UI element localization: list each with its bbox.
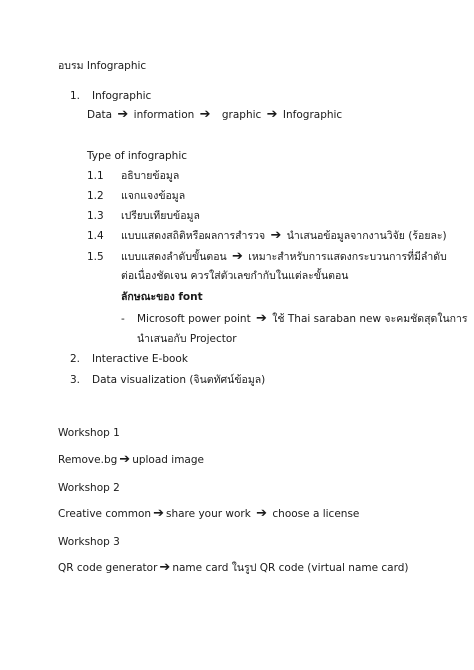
type-item [87, 169, 179, 183]
workshop-3-title: Workshop 3 [58, 536, 120, 548]
workshop-step: upload image [132, 454, 204, 466]
flow-step: graphic [221, 109, 262, 121]
arrow-right-icon: ➔ [117, 107, 129, 122]
type-item [87, 189, 185, 203]
arrow-right-icon: ➔ [270, 228, 282, 243]
workshop-step: QR code generator [58, 562, 158, 574]
type-text: เปรียบเทียบข้อมูล [121, 210, 200, 222]
workshop-step: share your work [166, 508, 251, 520]
type-item [87, 229, 447, 243]
font-text: Microsoft power point [137, 313, 251, 325]
types-heading: Type of infographic [87, 150, 188, 162]
flow-step: Infographic [282, 109, 343, 121]
type-item [87, 209, 200, 223]
list-number: 3. [70, 374, 81, 386]
arrow-right-icon: ➔ [119, 452, 131, 467]
type-number: 1.3 [87, 210, 104, 222]
arrow-right-icon: ➔ [199, 107, 211, 122]
type-number: 1.5 [87, 251, 104, 263]
list-label: Interactive E-book [92, 353, 188, 365]
bullet-dash: - [121, 313, 125, 325]
flow-step: Data [87, 109, 113, 121]
font-bullet-line [121, 312, 468, 326]
flow-step: information [133, 109, 195, 121]
workshop-2-steps [58, 507, 359, 521]
type-number: 1.1 [87, 170, 104, 182]
font-text: ใช้ Thai saraban new จะคมชัดสุดในการ [272, 313, 468, 325]
arrow-right-icon: ➔ [153, 506, 164, 521]
workshop-1-title: Workshop 1 [58, 427, 120, 439]
document-title: อบรม Infographic [58, 60, 147, 72]
workshop-step: Remove.bg [58, 454, 118, 466]
arrow-right-icon: ➔ [256, 506, 268, 521]
workshop-2-title: Workshop 2 [58, 482, 120, 494]
type-item [87, 250, 447, 264]
workshop-step: choose a license [272, 508, 360, 520]
list-item-3 [70, 373, 265, 387]
type-text: อธิบายข้อมูล [121, 170, 180, 182]
list-number: 1. [70, 90, 81, 102]
list-number: 2. [70, 353, 81, 365]
type-text: นำเสนอข้อมูลจากงานวิจัย (ร้อยละ) [286, 230, 447, 242]
workshop-step: Creative common [58, 508, 152, 520]
workshop-step: name card ในรูป QR code (virtual name card) [172, 562, 409, 574]
arrow-right-icon: ➔ [159, 560, 171, 575]
workshop-3-steps [58, 561, 409, 575]
type-text: เหมาะสำหรับการแสดงกระบวนการที่มีลำดับ [248, 251, 447, 263]
data-flow-line [87, 108, 342, 122]
list-item-1 [70, 89, 151, 103]
type-text: แบบแสดงสถิติหรือผลการสำรวจ [121, 230, 266, 242]
list-label: Data visualization (จินตทัศน์ข้อมูล) [92, 374, 266, 386]
font-heading: ลักษณะของ font [121, 291, 203, 303]
arrow-right-icon: ➔ [266, 107, 278, 122]
type-text: แบบแสดงลำดับขั้นตอน [121, 251, 227, 263]
list-item-2 [70, 352, 188, 366]
font-bullet-continuation: นำเสนอกับ Projector [137, 333, 237, 345]
workshop-1-steps [58, 453, 204, 467]
type-item-continuation: ต่อเนื่องชัดเจน ควรใส่ตัวเลขกำกับในแต่ละขั้นตอน [121, 270, 349, 282]
arrow-right-icon: ➔ [232, 249, 243, 264]
arrow-right-icon: ➔ [256, 311, 267, 326]
type-text: แจกแจงข้อมูล [121, 190, 186, 202]
type-number: 1.4 [87, 230, 104, 242]
list-label: Infographic [92, 90, 152, 102]
type-number: 1.2 [87, 190, 104, 202]
